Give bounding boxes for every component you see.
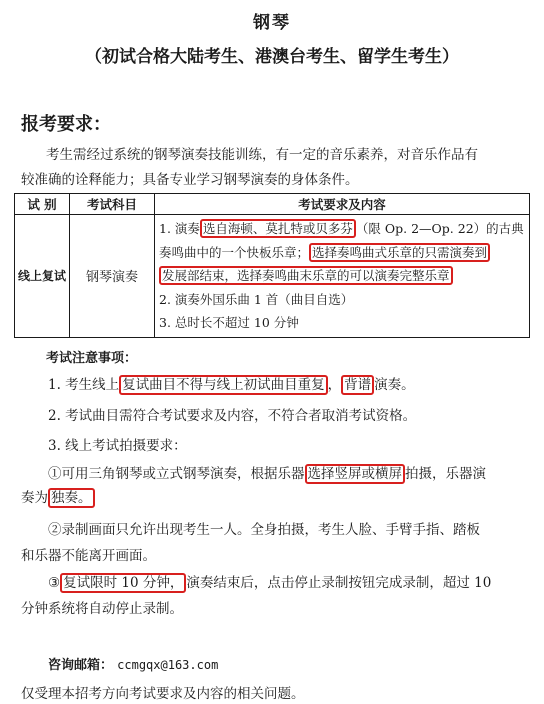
highlight-no-repeat: 复试曲目不得与线上初试曲目重复 — [119, 375, 328, 395]
highlight-time-limit: 复试限时 10 分钟， — [60, 573, 186, 593]
requirements-cell — [155, 215, 530, 338]
req-line-2 — [159, 241, 525, 265]
req-text: （限 Op. 2—Op. 22）的古典 — [355, 221, 524, 236]
note-text: ①可用三角钢琴或立式钢琴演奏，根据乐器 — [48, 466, 305, 482]
intro-line-1: 考生需经过系统的钢琴演奏技能训练，有一定的音乐素养，对音乐作品有 — [46, 147, 478, 163]
note-text: 演奏结束后，点击停止录制按钮完成录制，超过 10 — [186, 575, 492, 591]
document-subtitle: （初试合格大陆考生、港澳台考生、留学生考生） — [85, 47, 459, 67]
note-text: 拍摄，乐器演 — [405, 466, 486, 482]
note-3-2: ②录制画面只允许出现考生一人。全身拍摄，考生人脸、手臂手指、踏板 — [48, 522, 480, 538]
note-3-3-cont: 分钟系统将自动停止录制。 — [21, 601, 183, 617]
table-row — [15, 215, 530, 338]
note-1 — [48, 373, 415, 393]
intro-line-2: 较准确的诠释能力；具备专业学习钢琴演奏的身体条件。 — [21, 172, 359, 188]
exam-type-cell: 线上复试 — [15, 215, 70, 338]
note-text: 奏为 — [21, 490, 48, 506]
req-text: 奏鸣曲中的一个快板乐章； — [159, 244, 310, 260]
table-header-row — [15, 194, 530, 215]
highlight-screen-orientation: 选择竖屏或横屏 — [305, 464, 406, 484]
note-3-1 — [48, 462, 486, 482]
note-3-2-cont: 和乐器不能离开画面。 — [21, 548, 156, 564]
req-line-3 — [159, 264, 525, 288]
req-text: 1. 演奏 — [159, 221, 200, 236]
subject-cell: 钢琴演奏 — [70, 215, 155, 338]
note-3: 3. 线上考试拍摄要求： — [48, 438, 187, 454]
note-text: ③ — [48, 575, 61, 591]
contact-label: 咨询邮箱： — [48, 658, 114, 673]
header-subject: 考试科目 — [70, 194, 155, 215]
section-heading: 报考要求： — [21, 114, 111, 135]
highlight-composers: 选自海顿、莫扎特或贝多芬 — [200, 219, 356, 238]
notes-heading: 考试注意事项： — [46, 351, 138, 366]
req-line-5: 3. 总时长不超过 10 分钟 — [159, 315, 299, 330]
highlight-memorized: 背谱 — [341, 375, 374, 395]
header-exam-type: 试 别 — [15, 194, 70, 215]
contact-email[interactable]: ccmgqx@163.com — [117, 658, 219, 672]
note-3-3 — [48, 571, 491, 591]
header-requirements: 考试要求及内容 — [155, 194, 530, 215]
contact — [48, 654, 218, 673]
highlight-development: 发展部结束，选择奏鸣曲末乐章的可以演奏完整乐章 — [159, 266, 453, 285]
note-2: 2. 考试曲目需符合考试要求及内容，不符合者取消考试资格。 — [48, 408, 417, 424]
req-line-4: 2. 演奏外国乐曲 1 首（曲目自选） — [159, 291, 354, 307]
requirements-table — [14, 193, 530, 338]
note-text: 演奏。 — [374, 377, 415, 393]
note-text: ， — [327, 377, 342, 393]
highlight-solo: 独奏。 — [48, 488, 95, 508]
highlight-sonata-form: 选择奏鸣曲式乐章的只需演奏到 — [309, 243, 490, 262]
contact-note: 仅受理本招考方向考试要求及内容的相关问题。 — [21, 686, 305, 702]
note-3-1-cont — [21, 486, 95, 506]
document-title: 钢琴 — [253, 13, 291, 33]
req-line-1 — [159, 217, 525, 241]
note-text: 1. 考生线上 — [48, 377, 120, 393]
